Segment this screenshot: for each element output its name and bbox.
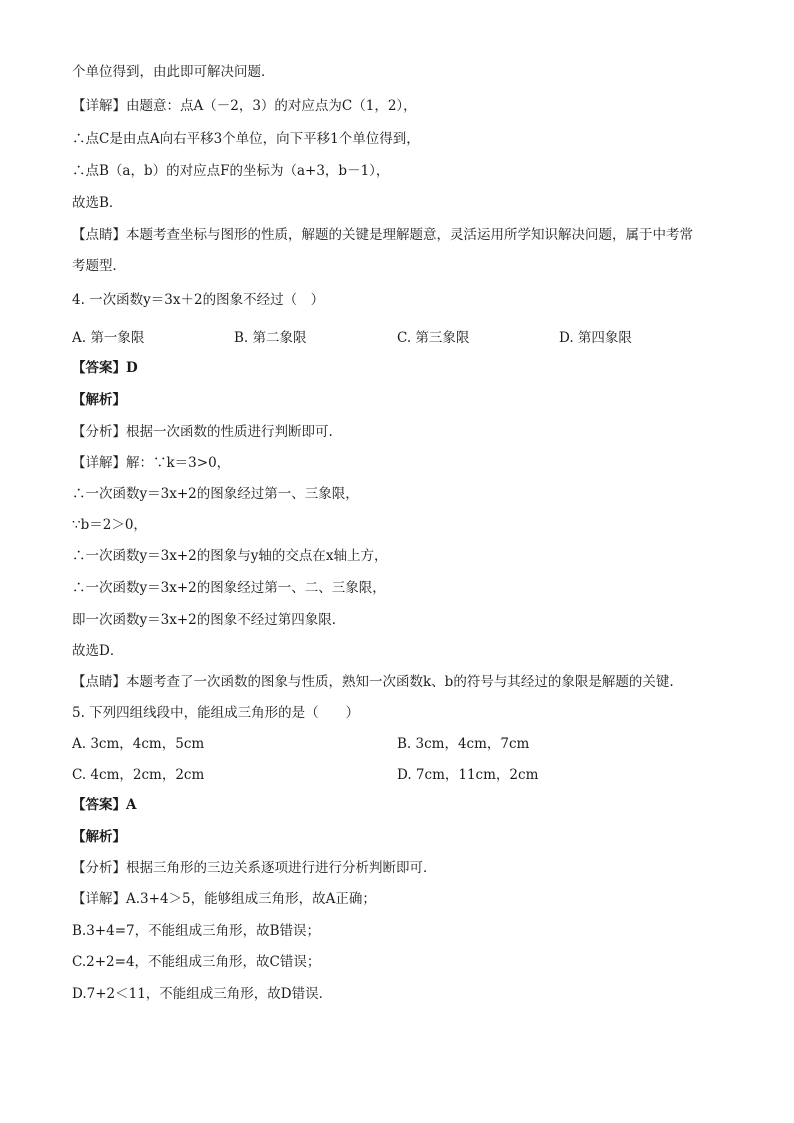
detail-line: 【详解】由题意：点A（－2，3）的对应点为C（1，2）， (72, 98, 417, 114)
text-line: C.2+2=4，不能组成三角形，故C错误； (72, 954, 321, 970)
analysis-line: 【分析】根据一次函数的性质进行判断即可. (72, 424, 333, 440)
text-line: ∴点C是由点A向右平移3个单位，向下平移1个单位得到， (72, 131, 420, 147)
q5-option-c: C. 4cm，2cm，2cm (72, 767, 205, 783)
text-line: ∵b＝2＞0， (72, 517, 147, 533)
text-line: 个单位得到，由此即可解决问题． (72, 64, 275, 80)
q4-option-c: C. 第三象限 (397, 330, 470, 346)
text-line: ∴一次函数y＝3x+2的图象经过第一、三象限， (72, 486, 359, 502)
question-4-stem: 4. 一次函数y＝3x＋2的图象不经过（ ） (72, 292, 325, 308)
q4-option-a: A. 第一象限 (72, 330, 145, 346)
detail-line: 【详解】解：∵k＝3>0， (72, 455, 231, 471)
answer-label: 【答案】A (72, 797, 137, 813)
text-line: ∴一次函数y＝3x+2的图象与y轴的交点在x轴上方， (72, 548, 388, 564)
text-line: 故选D． (72, 643, 124, 659)
text-line: D.7+2＜11，不能组成三角形，故D错误． (72, 986, 333, 1002)
q5-option-d: D. 7cm，11cm，2cm (397, 767, 539, 783)
analysis-label: 【解析】 (72, 829, 126, 845)
analysis-line: 【分析】根据三角形的三边关系逐项进行进行分析判断即可． (72, 860, 437, 876)
answer-label: 【答案】D (72, 360, 138, 376)
q4-option-d: D. 第四象限 (559, 330, 632, 346)
text-line: B.3+4=7，不能组成三角形，故B错误； (72, 923, 321, 939)
detail-line: 【详解】A.3+4＞5，能够组成三角形，故A正确； (72, 891, 376, 907)
q4-option-b: B. 第二象限 (234, 330, 307, 346)
q5-option-a: A. 3cm，4cm，5cm (72, 736, 205, 752)
text-line: 故选B． (72, 195, 123, 211)
text-line: 考题型． (72, 258, 126, 274)
analysis-label: 【解析】 (72, 392, 126, 408)
text-line: ∴点B（a，b）的对应点F的坐标为（a+3，b－1）， (72, 163, 390, 179)
question-5-stem: 5. 下列四组线段中，能组成三角形的是（ ） (72, 705, 360, 721)
comment-line: 【点睛】本题考查了一次函数的图象与性质，熟知一次函数k、b的符号与其经过的象限是解题的关键. (72, 674, 674, 690)
comment-line: 【点睛】本题考查坐标与图形的性质，解题的关键是理解题意，灵活运用所学知识解决问题，属于中考常 (72, 227, 693, 243)
text-line: 即一次函数y＝3x+2的图象不经过第四象限． (72, 612, 346, 628)
text-line: ∴一次函数y＝3x+2的图象经过第一、二、三象限， (72, 580, 386, 596)
q5-option-b: B. 3cm，4cm，7cm (397, 736, 530, 752)
